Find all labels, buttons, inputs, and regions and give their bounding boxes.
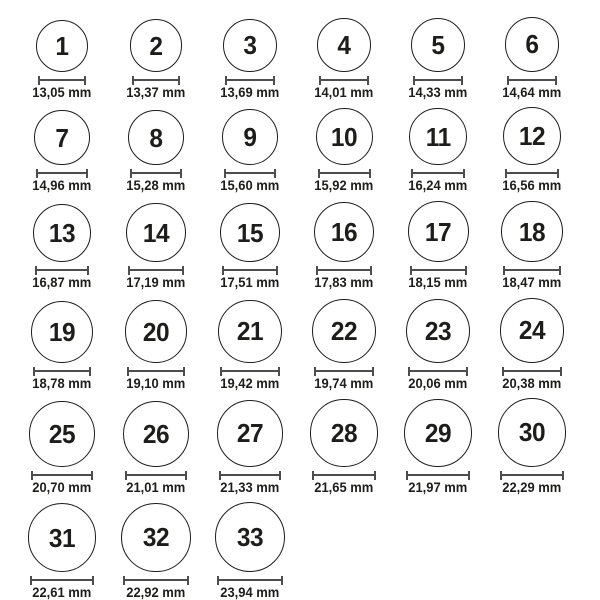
ring-size-number: 26: [142, 418, 170, 449]
ring-size-number: 27: [236, 418, 264, 449]
diameter-dimension-line: [225, 76, 274, 85]
ring-size-number: 21: [236, 316, 264, 347]
diameter-label: 22,92 mm: [126, 584, 186, 600]
diameter-label: 18,47 mm: [502, 275, 562, 291]
ring-size-item: [391, 201, 485, 290]
ring-size-item: [297, 108, 391, 193]
ring-circle: [220, 203, 280, 263]
ring-size-item: [109, 203, 203, 290]
ring-circle: [28, 503, 97, 572]
ring-size-number: 12: [518, 121, 546, 152]
ring-circle: [29, 401, 94, 466]
diameter-label: 20,70 mm: [32, 479, 92, 495]
ring-circle: [310, 399, 377, 466]
ring-size-item: [15, 20, 109, 100]
ring-size-item: [109, 503, 203, 600]
ring-circle: [500, 298, 565, 363]
ring-size-number: 13: [48, 218, 76, 249]
ring-size-number: 23: [424, 315, 452, 346]
ring-circle: [409, 108, 467, 166]
ring-circle: [411, 18, 465, 72]
diameter-dimension-line: [318, 169, 371, 178]
diameter-label: 16,87 mm: [32, 275, 92, 291]
ring-size-item: [203, 502, 297, 599]
diameter-dimension-line: [413, 76, 463, 85]
diameter-label: 21,65 mm: [314, 479, 374, 495]
diameter-dimension-line: [38, 76, 86, 85]
ring-size-row: [15, 502, 600, 599]
ring-size-item: [485, 17, 579, 99]
diameter-dimension-line: [128, 266, 183, 275]
ring-size-number: 11: [425, 121, 451, 152]
diameter-label: 21,01 mm: [126, 479, 186, 495]
diameter-label: 20,06 mm: [408, 375, 468, 391]
diameter-dimension-line: [222, 266, 278, 275]
ring-size-number: 20: [142, 316, 170, 347]
ring-size-item: [109, 300, 203, 390]
diameter-label: 17,51 mm: [220, 275, 280, 291]
diameter-dimension-line: [312, 471, 375, 480]
diameter-dimension-line: [35, 266, 90, 275]
ring-size-item: [297, 299, 391, 390]
diameter-dimension-line: [502, 367, 563, 376]
diameter-label: 14,33 mm: [408, 84, 468, 100]
ring-circle: [312, 299, 376, 363]
ring-circle: [215, 502, 285, 572]
diameter-label: 15,28 mm: [126, 178, 186, 194]
diameter-label: 14,96 mm: [32, 178, 92, 194]
diameter-label: 13,37 mm: [126, 84, 186, 100]
diameter-label: 18,15 mm: [408, 275, 468, 291]
ring-size-number: 24: [518, 315, 546, 346]
diameter-label: 21,97 mm: [408, 479, 468, 495]
ring-size-number: 32: [142, 522, 170, 553]
ring-size-number: 29: [424, 417, 452, 448]
diameter-dimension-line: [132, 76, 181, 85]
diameter-dimension-line: [505, 169, 559, 178]
ring-circle: [123, 401, 189, 467]
diameter-label: 22,29 mm: [502, 479, 562, 495]
ring-size-item: [391, 108, 485, 193]
diameter-dimension-line: [406, 471, 470, 480]
ring-circle: [34, 110, 89, 165]
diameter-dimension-line: [219, 471, 282, 480]
ring-size-item: [297, 399, 391, 494]
diameter-label: 15,92 mm: [314, 178, 374, 194]
diameter-dimension-line: [500, 471, 564, 480]
diameter-dimension-line: [217, 576, 283, 585]
ring-size-number: 9: [243, 122, 257, 153]
ring-circle: [36, 20, 88, 72]
ring-circle: [31, 301, 93, 363]
ring-circle: [316, 108, 373, 165]
ring-size-number: 17: [424, 216, 452, 247]
ring-size-number: 2: [149, 30, 163, 61]
ring-circle: [222, 109, 279, 166]
ring-size-row: [15, 201, 600, 290]
ring-size-number: 28: [330, 418, 358, 449]
ring-circle: [125, 300, 188, 363]
diameter-dimension-line: [408, 367, 468, 376]
ring-size-number: 19: [48, 316, 76, 347]
ring-size-number: 1: [55, 30, 69, 61]
diameter-dimension-line: [31, 471, 92, 480]
ring-size-row: [15, 398, 600, 494]
ring-circle: [406, 299, 470, 363]
ring-size-number: 10: [330, 121, 358, 152]
diameter-dimension-line: [220, 367, 279, 376]
ring-size-item: [109, 19, 203, 99]
ring-circle: [121, 503, 190, 572]
ring-circle: [128, 110, 184, 166]
ring-size-item: [15, 110, 109, 193]
ring-size-number: 3: [243, 30, 257, 61]
ring-circle: [317, 18, 371, 72]
diameter-dimension-line: [316, 266, 372, 275]
ring-size-row: [15, 17, 600, 99]
diameter-label: 18,78 mm: [32, 375, 92, 391]
diameter-label: 22,61 mm: [32, 584, 92, 600]
ring-circle: [314, 202, 374, 262]
ring-size-item: [391, 299, 485, 391]
diameter-label: 16,24 mm: [408, 178, 468, 194]
ring-size-item: [15, 401, 109, 494]
diameter-dimension-line: [314, 367, 374, 376]
ring-circle: [217, 400, 284, 467]
diameter-label: 14,01 mm: [314, 84, 374, 100]
diameter-label: 21,33 mm: [220, 479, 280, 495]
ring-size-item: [15, 301, 109, 391]
diameter-label: 19,10 mm: [126, 375, 186, 391]
diameter-dimension-line: [33, 367, 91, 376]
ring-size-item: [203, 203, 297, 290]
diameter-label: 17,83 mm: [314, 275, 374, 291]
ring-size-item: [203, 300, 297, 391]
ring-size-item: [15, 503, 109, 599]
diameter-label: 13,05 mm: [32, 84, 92, 100]
ring-size-number: 18: [518, 216, 546, 247]
ring-size-number: 25: [48, 418, 76, 449]
ring-circle: [505, 17, 560, 72]
ring-circle: [498, 398, 566, 466]
ring-size-item: [203, 19, 297, 100]
ring-size-number: 6: [525, 29, 539, 60]
ring-size-item: [15, 204, 109, 290]
ring-size-number: 15: [236, 217, 264, 248]
ring-circle: [408, 201, 469, 262]
ring-size-number: 33: [236, 522, 264, 552]
ring-size-number: 8: [149, 122, 163, 153]
ring-size-item: [109, 110, 203, 193]
diameter-dimension-line: [411, 169, 465, 178]
ring-size-item: [109, 401, 203, 495]
diameter-label: 23,94 mm: [220, 584, 280, 600]
diameter-dimension-line: [125, 471, 187, 480]
ring-size-item: [485, 107, 579, 193]
ring-circle: [223, 19, 276, 72]
ring-size-number: 30: [518, 417, 546, 448]
diameter-dimension-line: [123, 576, 188, 585]
diameter-dimension-line: [503, 266, 561, 275]
ring-size-number: 22: [330, 315, 358, 346]
ring-circle: [33, 204, 92, 263]
ring-circle: [404, 399, 472, 467]
diameter-dimension-line: [36, 169, 87, 178]
ring-size-row: [15, 107, 600, 193]
diameter-dimension-line: [319, 76, 369, 85]
ring-size-item: [297, 18, 391, 99]
ring-size-item: [203, 400, 297, 494]
diameter-label: 20,38 mm: [502, 375, 562, 391]
diameter-dimension-line: [224, 169, 277, 178]
ring-size-item: [485, 398, 579, 494]
ring-size-item: [297, 202, 391, 290]
ring-size-number: 7: [55, 122, 69, 153]
diameter-dimension-line: [507, 76, 558, 85]
ring-size-number: 5: [431, 29, 445, 60]
ring-size-item: [391, 18, 485, 100]
diameter-label: 13,69 mm: [220, 84, 280, 100]
ring-circle: [503, 107, 561, 165]
diameter-dimension-line: [30, 576, 95, 585]
ring-size-number: 16: [330, 217, 358, 248]
diameter-dimension-line: [130, 169, 182, 178]
ring-size-item: [203, 109, 297, 193]
ring-circle: [126, 203, 185, 262]
ring-size-number: 14: [142, 217, 170, 248]
ring-size-item: [391, 399, 485, 494]
ring-circle: [218, 300, 281, 363]
diameter-label: 14,64 mm: [502, 84, 562, 100]
diameter-label: 19,42 mm: [220, 375, 280, 391]
diameter-label: 17,19 mm: [126, 275, 186, 291]
ring-circle: [130, 19, 183, 72]
ring-circle: [501, 201, 563, 263]
diameter-label: 15,60 mm: [220, 178, 280, 194]
ring-size-number: 4: [337, 29, 351, 60]
ring-size-item: [485, 298, 579, 390]
ring-size-item: [485, 201, 579, 290]
diameter-dimension-line: [410, 266, 467, 275]
diameter-dimension-line: [127, 367, 186, 376]
diameter-label: 19,74 mm: [314, 375, 374, 391]
ring-size-number: 31: [48, 522, 76, 553]
ring-size-row: [15, 298, 600, 390]
diameter-label: 16,56 mm: [502, 178, 562, 194]
